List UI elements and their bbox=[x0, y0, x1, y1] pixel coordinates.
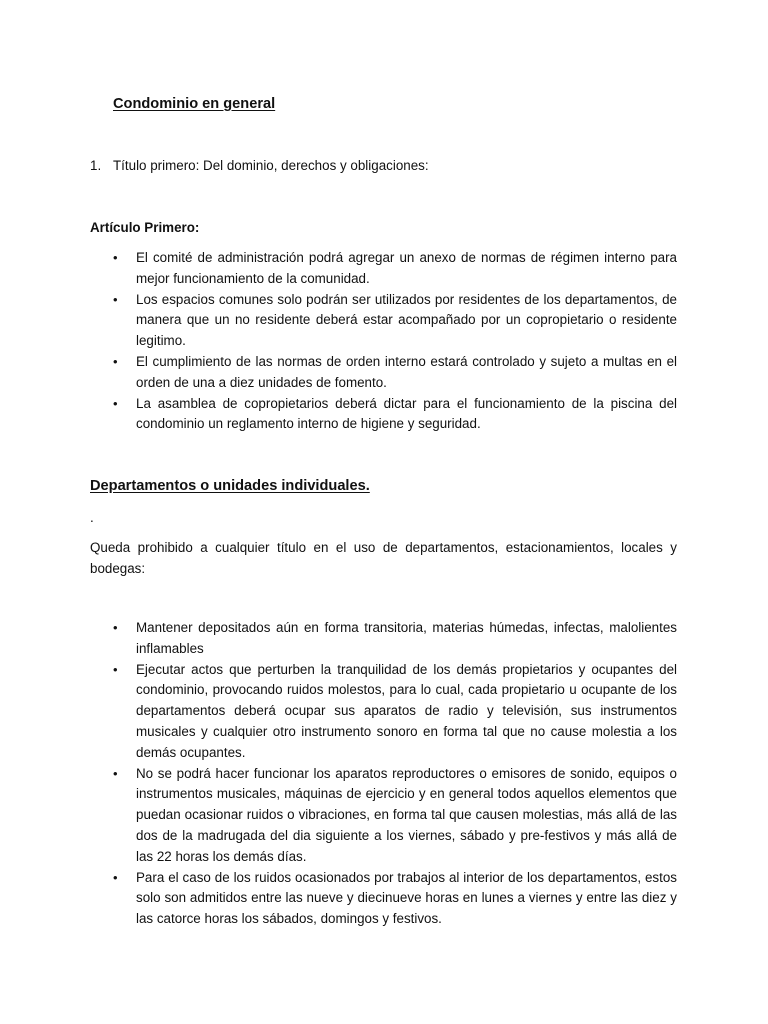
numbered-item-number: 1. bbox=[90, 158, 102, 173]
bullet-icon: • bbox=[113, 250, 118, 265]
list-item bbox=[113, 248, 677, 290]
bullet-icon: • bbox=[113, 765, 118, 781]
bullet-icon: • bbox=[113, 869, 118, 885]
bullet-icon: • bbox=[113, 353, 118, 369]
section-heading-condominio: Condominio en general bbox=[113, 96, 276, 112]
stray-mark: . bbox=[90, 510, 94, 525]
list-item bbox=[113, 352, 677, 394]
list-item bbox=[113, 394, 677, 436]
list-item-text: Mantener depositados aún en forma transitoria, materias húmedas, infectas, malolientes inflamables bbox=[136, 620, 677, 656]
list-item bbox=[113, 764, 677, 868]
list-item bbox=[113, 868, 677, 930]
bullet-icon: • bbox=[113, 620, 118, 635]
list-item-text: El cumplimiento de las normas de orden interno estará controlado y sujeto a multas en el orden de una a diez unidades de fomento. bbox=[136, 353, 677, 390]
prohibited-bullet-list bbox=[113, 618, 677, 930]
bullet-icon: • bbox=[113, 661, 118, 677]
list-item-text: Para el caso de los ruidos ocasionados por trabajos al interior de los departamentos, estos solo son admitidos entre las nueve y diecinueve horas en lunes a viernes y entre las diez y las catorce horas los sábados, domingos y festivos. bbox=[136, 869, 677, 927]
list-item-text: El comité de administración podrá agregar un anexo de normas de régimen interno para mejor funcionamiento de la comunidad. bbox=[136, 250, 677, 286]
numbered-item-text: Título primero: Del dominio, derechos y obligaciones: bbox=[113, 158, 429, 173]
list-item-text: Los espacios comunes solo podrán ser utilizados por residentes de los departamentos, de manera que un no residente deberá estar acompañado por un copropietario o residente legitimo. bbox=[136, 291, 677, 349]
bullet-icon: • bbox=[113, 395, 118, 411]
list-item bbox=[113, 660, 677, 764]
list-item-text: La asamblea de copropietarios deberá dictar para el funcionamiento de la piscina del condominio un reglamento interno de higiene y seguridad. bbox=[136, 395, 677, 432]
list-item bbox=[113, 290, 677, 352]
article-bullet-list bbox=[113, 248, 677, 435]
list-item-text: Ejecutar actos que perturben la tranquilidad de los demás propietarios y ocupantes del condominio, provocando ruidos molestos, para lo cual, cada propietario u ocupante de los departamentos deberá ocupar sus aparatos de radio y televisión, sus instrumentos musicales y cualquier otro instrumento sonoro en forma tal que no cause molestia a los demás ocupantes. bbox=[136, 661, 677, 760]
article-title: Artículo Primero: bbox=[90, 220, 200, 235]
list-item bbox=[113, 618, 677, 660]
numbered-item bbox=[90, 156, 429, 177]
prohibition-paragraph: Queda prohibido a cualquier título en el uso de departamentos, estacionamientos, locales y bodegas: bbox=[90, 540, 677, 576]
section-heading-departamentos: Departamentos o unidades individuales. bbox=[90, 478, 370, 494]
list-item-text: No se podrá hacer funcionar los aparatos reproductores o emisores de sonido, equipos o instrumentos musicales, máquinas de ejercicio y en general todos aquellos elementos que puedan ocasionar ruidos o vibraciones, en forma tal que causen molestias, más allá de las dos de la madrugada del dia siguiente a los viernes, sábado y pre-festivos y más allá de las 22 horas los demás días. bbox=[136, 765, 677, 864]
bullet-icon: • bbox=[113, 291, 118, 307]
